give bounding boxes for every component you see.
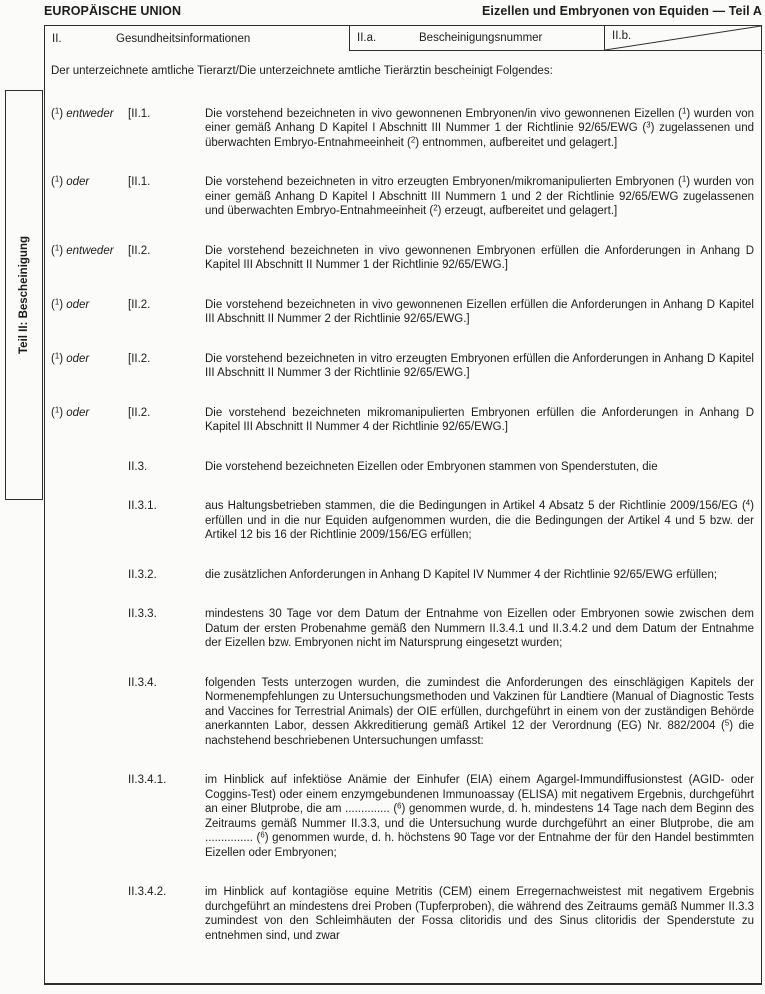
clause-text: im Hinblick auf infektiöse Anämie der Einhufer (EIA) einem Agargel-Immundiffusionstest (AGID- oder Coggins-Test) oder einem enzymgebundenen Immunoassay (ELISA) mit negativem Ergebnis, durchgeführt an einer Blutprobe, die am .............. ($^6$) genommen wurde, d. h. mindestens 14 Tage nach dem Beginn des Zeitraums gemäß Nummer II.3.3, und die Untersuchung wurde durchgeführt an einer Blutprobe, die am ............... ($^6$) genommen wurde, d. h. höchstens 90 Tage vor der Entnahme der für den Handel bestimmten Eizellen oder Embryonen;: [205, 774, 755, 859]
clause-row: [51, 676, 754, 749]
clause-text: Die vorstehend bezeichneten in vivo gewonnenen Embryonen/in vivo gewonnenen Eizellen ($^1$) wurden von einer gemäß Anhang D Kapitel I Abschnitt III Nummer 1 der Richtlinie 92/65/EWG ($^3$) zugelassenen und überwachten Embryo-Entnahmeeinheit ($^2$) entnommen, aufbereitet und gelagert.]: [205, 105, 754, 149]
clause-number: II.3.2.: [128, 568, 157, 581]
clause-number: II.3.4.2.: [128, 886, 167, 898]
clause-number: II.3.: [128, 460, 148, 473]
clause-number: [II.1.: [128, 107, 151, 120]
clause-keyword: entweder: [66, 244, 114, 257]
clause-number: II.3.4.1.: [128, 774, 167, 786]
clause-number: [II.1.: [128, 176, 151, 188]
clause-option-label: [51, 885, 128, 943]
clause-number: [II.2.: [128, 244, 151, 257]
clause-option-label: [51, 460, 128, 475]
clause-option-label: [51, 244, 128, 273]
clause-number: [II.2.: [128, 352, 151, 365]
header-code-ii: II.: [52, 32, 62, 45]
certificate-body: [45, 51, 761, 943]
footnote-marker: ($^1$): [51, 404, 64, 419]
sidebar-part-ii-label: Teil II: Bescheinigung: [18, 236, 30, 354]
clause-row: [51, 175, 754, 219]
clause-row: [51, 773, 754, 860]
clause-row: [51, 499, 754, 543]
clause-row: [51, 244, 754, 273]
clause-option-label: [51, 607, 128, 651]
clause-number: II.3.3.: [128, 608, 157, 620]
page-header: [44, 4, 762, 18]
clause-row: [51, 568, 754, 583]
clause-option-label: [51, 175, 128, 219]
header-label-certificate-number: Bescheinigungsnummer: [419, 32, 543, 44]
clause-text: Die vorstehend bezeichneten Eizellen oder Embryonen stammen von Spenderstuten, die: [205, 460, 658, 473]
clause-number: II.3.4.: [128, 676, 157, 689]
clause-option-label: [51, 107, 128, 151]
clause-text: im Hinblick auf kontagiöse equine Metritis (CEM) einem Erregernachweistest mit negativem Ergebnis durchgeführt an mindestens drei Proben (Tupferproben), die während des Zeitraums gemäß Nummer II.3.3 zumindest von den Schleimhäuten der Fossa clitoridis und des Sinus clitoridis der Spenderstute zu entnehmen sind, und zwar: [205, 886, 754, 942]
clause-text: Die vorstehend bezeichneten in vivo gewonnenen Eizellen erfüllen die Anforderungen in Anhang D Kapitel III Abschnitt II Nummer 2 der Richtlinie 92/65/EWG.]: [205, 298, 754, 325]
clause-text: folgenden Tests unterzogen wurden, die zumindest die Anforderungen des einschlägigen Kapitels der Normenempfehlungen zu Untersuchungsmethoden und Vakzinen für Landtiere (Manual of Diagnostic Tests and Vaccines for Terrestrial Animals) der OIE erfüllen, durchgeführt in einem von der zuständigen Behörde anerkannten Labor, dessen Akkreditierung gemäß Artikel 12 der Verordnung (EG) Nr. 882/2004 ($^5$) die nachstehend beschriebenen Untersuchungen umfasst:: [205, 676, 754, 747]
clause-keyword: oder: [66, 176, 90, 188]
header-code-iib: II.b.: [612, 30, 632, 42]
clause-row: [51, 607, 754, 651]
footnote-marker: ($^1$): [51, 296, 64, 311]
clause-text: die zusätzlichen Anforderungen in Anhang D Kapitel IV Nummer 4 der Richtlinie 92/65/EWG erfüllen;: [205, 568, 718, 581]
header-cell-certificate-number: [350, 26, 605, 51]
footnote-marker: ($^1$): [51, 105, 64, 120]
clause-option-label: [51, 406, 128, 435]
clause-row: [51, 885, 754, 943]
clause-text: mindestens 30 Tage vor dem Datum der Entnahme von Eizellen oder Embryonen sowie zwischen dem Datum der ersten Probenahme gemäß den Nummern II.3.4.1 und II.3.4.2 und dem Datum der Entnahme der Eizellen bzw. Embryonen nicht im Natursprung eingesetzt wurden;: [205, 608, 754, 649]
certificate-box: [44, 25, 762, 985]
header-cell-iib: [605, 26, 761, 51]
clause-keyword: entweder: [66, 107, 114, 120]
union-title: EUROPÄISCHE UNION: [44, 4, 182, 18]
header-code-iia: II.a.: [357, 32, 377, 44]
clause-keyword: oder: [66, 298, 90, 311]
clause-row: [51, 298, 754, 327]
clause-option-label: [51, 298, 128, 327]
certificate-title: Eizellen und Embryonen von Equiden — Teil A: [481, 4, 762, 18]
clause-option-label: [51, 352, 128, 381]
sidebar-part-ii-box: [5, 90, 43, 500]
clause-text: Die vorstehend bezeichneten in vitro erzeugten Embryonen/mikromanipulierten Embryonen ($^1$) wurden von einer gemäß Anhang D Kapitel I Abschnitt III Nummern 1 und 2 der Richtlinie 92/65/EWG zugelassenen und überwachten Embryo-Entnahmeeinheit ($^2$) erzeugt, aufbereitet und gelagert.]: [205, 174, 754, 217]
clause-row: [51, 406, 754, 435]
clause-number: [II.2.: [128, 298, 151, 311]
attestation-intro: Der unterzeichnete amtliche Tierarzt/Die unterzeichnete amtliche Tierärztin bescheinigt Folgendes:: [51, 65, 553, 77]
clause-text: Die vorstehend bezeichneten mikromanipulierten Embryonen erfüllen die Anforderungen in Anhang D Kapitel III Abschnitt II Nummer 4 der Richtlinie 92/65/EWG.]: [205, 406, 754, 433]
header-cell-health-info: [45, 26, 350, 51]
table-header-row: [45, 26, 761, 51]
clause-keyword: oder: [66, 406, 90, 419]
clause-option-label: [51, 676, 128, 749]
clause-number: [II.2.: [128, 406, 151, 419]
clause-text: Die vorstehend bezeichneten in vitro erzeugten Embryonen erfüllen die Anforderungen in Anhang D Kapitel III Abschnitt II Nummer 3 der Richtlinie 92/65/EWG.]: [205, 352, 754, 379]
clause-row: [51, 352, 754, 381]
clause-option-label: [51, 773, 128, 860]
footnote-marker: ($^1$): [51, 174, 64, 188]
clause-row: [51, 460, 754, 475]
clause-option-label: [51, 568, 128, 583]
footnote-marker: ($^1$): [51, 350, 64, 365]
clause-text: aus Haltungsbetrieben stammen, die die Bedingungen in Artikel 4 Absatz 5 der Richtlinie 2009/156/EG ($^4$) erfüllen und in die nur Equiden aufgenommen wurden, die die Bedingungen der Artikel 4 und 5 bzw. der Artikel 12 bis 16 der Richtlinie 2009/156/EG erfüllen;: [205, 498, 754, 541]
clause-list: [51, 107, 754, 944]
clause-text: Die vorstehend bezeichneten in vivo gewonnenen Embryonen erfüllen die Anforderungen in Anhang D Kapitel III Abschnitt II Nummer 1 der Richtlinie 92/65/EWG.]: [205, 244, 754, 271]
footnote-marker: ($^1$): [51, 242, 64, 257]
clause-keyword: oder: [66, 352, 90, 365]
clause-option-label: [51, 499, 128, 543]
header-label-health-info: Gesundheitsinformationen: [116, 32, 251, 45]
clause-number: II.3.1.: [128, 500, 157, 512]
clause-row: [51, 107, 754, 151]
